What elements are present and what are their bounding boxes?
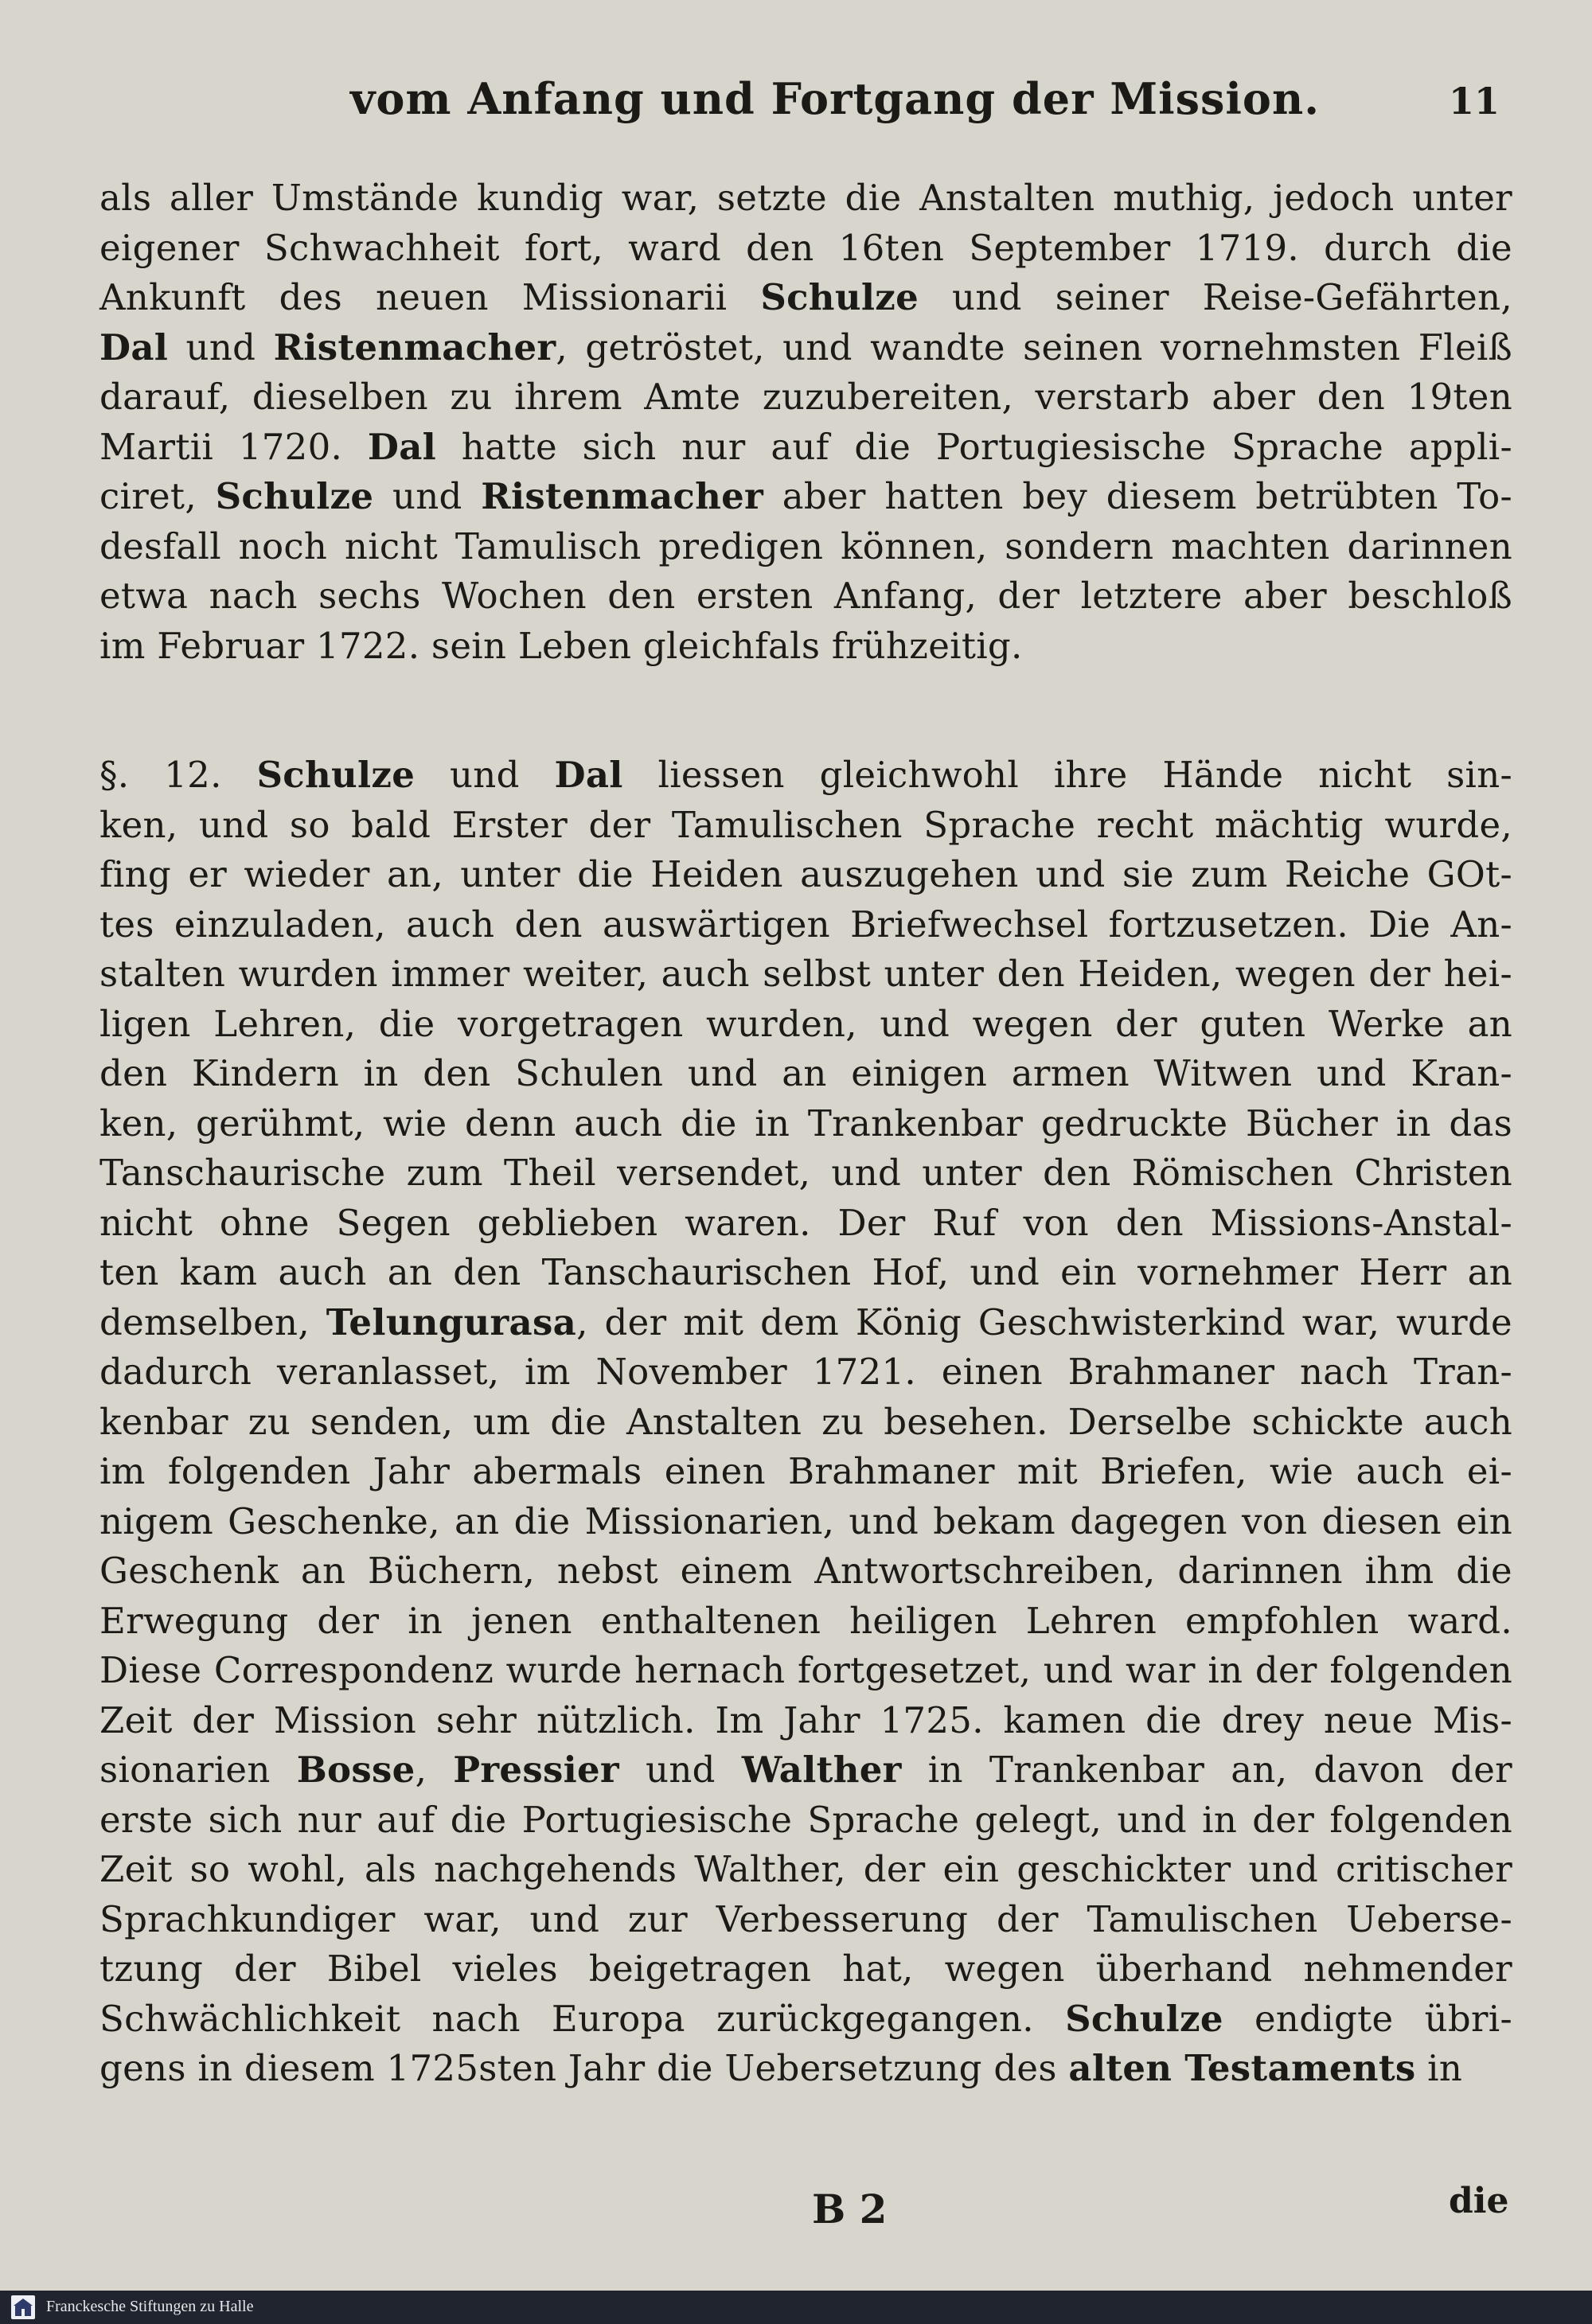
text-line: [100, 1000, 1512, 1050]
emphasized-name: Walther: [741, 1749, 902, 1791]
text-run: im folgenden Jahr abermals einen Brahmaner mit Briefen, wie auch ei-: [100, 1450, 1512, 1492]
text-run: etwa nach sechs Wochen den ersten Anfang, der letztere aber beschloß: [100, 575, 1512, 617]
text-line: [100, 2044, 1512, 2094]
text-run: und seiner Reise-Gefährten,: [919, 276, 1512, 318]
text-line: [100, 1546, 1512, 1597]
text-line: [100, 1049, 1512, 1099]
text-run: Diese Correspondenz wurde hernach fortgesetzet, und war in der folgenden: [100, 1649, 1512, 1691]
text-line: [100, 1597, 1512, 1647]
paragraph: [100, 751, 1512, 2094]
text-run: Zeit der Mission sehr nützlich. Im Jahr 1725. kamen die drey neue Mis-: [100, 1698, 1512, 1741]
text-line: [100, 1398, 1512, 1448]
text-line: [100, 1696, 1512, 1746]
text-line: [100, 1796, 1512, 1846]
text-line: [100, 423, 1512, 473]
body-text: [100, 174, 1512, 2094]
emphasized-name: Dal: [554, 754, 623, 796]
text-line: [100, 850, 1512, 900]
text-run: ken, gerühmt, wie denn auch die in Trankenbar gedruckte Bücher in das: [100, 1102, 1512, 1144]
text-run: Martii 1720.: [100, 425, 368, 468]
text-run: sionarien: [100, 1749, 297, 1791]
footer-bar: [0, 2291, 1592, 2324]
text-run: aber hatten bey diesem betrübten To-: [763, 475, 1513, 517]
text-run: eigener Schwachheit fort, ward den 16ten September 1719. durch die: [100, 226, 1512, 269]
text-run: Tanschaurische zum Theil versendet, und unter den Römischen Christen: [100, 1152, 1512, 1194]
text-run: dadurch veranlasset, im November 1721. einen Brahmaner nach Tran-: [100, 1351, 1512, 1393]
running-head: [0, 73, 1592, 129]
text-run: Sprachkundiger war, und zur Verbesserung der Tamulischen Ueberse-: [100, 1897, 1512, 1940]
text-line: [100, 622, 1512, 672]
text-run: hatte sich nur auf die Portugiesische Sprache appli-: [436, 425, 1512, 468]
text-line: [100, 273, 1512, 323]
foundation-building-icon: [11, 2295, 35, 2319]
text-run: endigte übri-: [1223, 1997, 1512, 2040]
text-run: und: [373, 475, 482, 517]
signature-mark: B 2: [812, 2186, 888, 2232]
catchword: die: [1449, 2181, 1509, 2221]
text-line: [100, 372, 1512, 423]
text-run: , der mit dem König Geschwisterkind war, wurde: [576, 1300, 1512, 1343]
emphasized-name: Ristenmacher: [273, 326, 556, 368]
text-run: ken, und so bald Erster der Tamulischen Sprache recht mächtig wurde,: [100, 803, 1512, 846]
emphasized-name: alten Testaments: [1068, 2047, 1416, 2089]
text-run: Ankunft des neuen Missionarii: [100, 276, 761, 318]
text-run: nicht ohne Segen geblieben waren. Der Ruf von den Missions-Anstal-: [100, 1201, 1512, 1244]
emphasized-name: Schulze: [1065, 1997, 1223, 2040]
text-line: [100, 522, 1512, 572]
text-run: ciret,: [100, 475, 216, 517]
text-run: Schwächlichkeit nach Europa zurückgegangen.: [100, 1997, 1066, 2040]
text-run: im Februar 1722. sein Leben gleichfals frühzeitig.: [100, 624, 1023, 667]
text-run: Geschenk an Büchern, nebst einem Antwortschreiben, darinnen ihm die: [100, 1550, 1512, 1592]
emphasized-name: Schulze: [256, 754, 416, 796]
text-run: darauf, dieselben zu ihrem Amte zuzubereiten, verstarb aber den 19ten: [100, 376, 1512, 418]
emphasized-name: Pressier: [453, 1749, 619, 1791]
text-run: ten kam auch an den Tanschaurischen Hof, und ein vornehmer Herr an: [100, 1251, 1512, 1293]
text-run: erste sich nur auf die Portugiesische Sprache gelegt, und in der folgenden: [100, 1798, 1512, 1841]
text-line: [100, 751, 1512, 801]
emphasized-name: Schulze: [215, 475, 374, 517]
text-line: [100, 323, 1512, 373]
paragraph-gap: [100, 671, 1512, 751]
text-line: [100, 1895, 1512, 1945]
text-run: desfall noch nicht Tamulisch predigen können, sondern machten darinnen: [100, 524, 1512, 567]
text-run: in: [1415, 2047, 1463, 2089]
emphasized-name: Dal: [100, 326, 169, 368]
text-run: und: [618, 1749, 742, 1791]
text-run: kenbar zu senden, um die Anstalten zu besehen. Derselbe schickte auch: [100, 1400, 1512, 1443]
text-line: [100, 1497, 1512, 1547]
text-run: fing er wieder an, unter die Heiden auszugehen und sie zum Reiche GOt-: [100, 853, 1512, 895]
text-run: , getröstet, und wandte seinen vornehmsten Fleiß: [556, 326, 1512, 368]
emphasized-name: Schulze: [760, 276, 919, 318]
text-run: §. 12.: [100, 754, 257, 796]
text-run: ligen Lehren, die vorgetragen wurden, und wegen der guten Werke an: [100, 1002, 1512, 1045]
paragraph: [100, 174, 1512, 671]
emphasized-name: Ristenmacher: [481, 475, 764, 517]
emphasized-name: Dal: [367, 425, 437, 468]
footer-text: Franckesche Stiftungen zu Halle: [46, 2298, 254, 2315]
text-run: ,: [415, 1749, 454, 1791]
text-line: [100, 1199, 1512, 1249]
text-line: [100, 1148, 1512, 1199]
text-run: tzung der Bibel vieles beigetragen hat, wegen überhand nehmender: [100, 1948, 1512, 1990]
text-run: Zeit so wohl, als nachgehends Walther, der ein geschickter und critischer: [100, 1848, 1512, 1890]
text-line: [100, 174, 1512, 224]
page-number: 11: [1449, 80, 1500, 123]
text-run: und: [168, 326, 274, 368]
running-head-title: vom Anfang und Fortgang der Mission.: [350, 73, 1321, 124]
text-run: demselben,: [100, 1300, 326, 1343]
text-line: [100, 949, 1512, 1000]
emphasized-name: Bosse: [296, 1749, 416, 1791]
text-line: [100, 1745, 1512, 1796]
text-run: tes einzuladen, auch den auswärtigen Briefwechsel fortzusetzen. Die An-: [100, 903, 1512, 946]
text-line: [100, 1347, 1512, 1398]
text-run: stalten wurden immer weiter, auch selbst unter den Heiden, wegen der hei-: [100, 953, 1512, 995]
text-line: [100, 1845, 1512, 1895]
text-run: und: [415, 754, 555, 796]
text-run: als aller Umstände kundig war, setzte die Anstalten muthig, jedoch unter: [100, 177, 1512, 219]
text-run: liessen gleichwohl ihre Hände nicht sin-: [622, 754, 1512, 796]
text-run: Erwegung der in jenen enthaltenen heiligen Lehren empfohlen ward.: [100, 1599, 1512, 1642]
text-line: [100, 801, 1512, 851]
text-line: [100, 1099, 1512, 1149]
text-run: den Kindern in den Schulen und an einigen armen Witwen und Kran-: [100, 1052, 1512, 1094]
text-run: gens in diesem 1725sten Jahr die Uebersetzung des: [100, 2047, 1069, 2089]
text-line: [100, 1995, 1512, 2045]
text-line: [100, 1248, 1512, 1298]
text-run: in Trankenbar an, davon der: [901, 1749, 1512, 1791]
text-line: [100, 1646, 1512, 1696]
text-line: [100, 224, 1512, 274]
emphasized-name: Telungurasa: [326, 1300, 577, 1343]
text-line: [100, 1298, 1512, 1348]
text-line: [100, 900, 1512, 950]
text-line: [100, 571, 1512, 622]
text-line: [100, 1447, 1512, 1497]
text-line: [100, 472, 1512, 522]
text-line: [100, 1944, 1512, 1995]
text-run: nigem Geschenke, an die Missionarien, und bekam dagegen von diesen ein: [100, 1499, 1512, 1542]
